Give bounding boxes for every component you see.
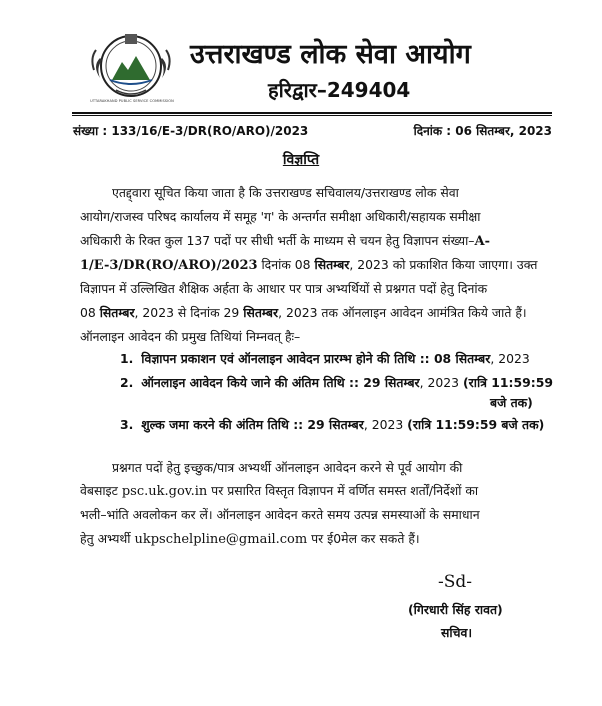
emblem-caption: UTTARAKHAND PUBLIC SERVICE COMMISSION	[90, 99, 174, 103]
para1-line5: विज्ञापन में उल्लिखित शैक्षिक अर्हता के आधार पर पात्र अभ्यर्थियों से प्रश्नगत पदों हेतु दिनांक	[80, 281, 488, 296]
para1-line6: 08 सितम्बर, 2023 से दिनांक 29 सितम्बर, 2023 तक ऑनलाइन आवेदन आमंत्रित किये जाते हैं।	[80, 305, 527, 320]
para1-line2: आयोग/राजस्व परिषद कार्यालय में समूह 'ग' के अन्तर्गत समीक्षा अधिकारी/सहायक समीक्षा	[80, 209, 481, 224]
para1-line1: एतद्द्वारा सूचित किया जाता है कि उत्तराखण्ड सचिवालय/उत्तराखण्ड लोक सेवा	[112, 185, 459, 200]
advertisement-number: 1/E-3/DR(RO/ARO)/2023	[80, 258, 258, 273]
list-item-continuation: बजे तक)	[490, 395, 533, 410]
para2-line1: प्रश्नगत पदों हेतु इच्छुक/पात्र अभ्यर्थी ऑनलाइन आवेदन करने से पूर्व आयोग की	[112, 460, 463, 475]
header-divider	[72, 112, 552, 114]
commission-title: उत्तराखण्ड लोक सेवा आयोग	[190, 39, 471, 70]
para1-line7: ऑनलाइन आवेदन की प्रमुख तिथियां निम्नवत् हैः–	[80, 329, 301, 344]
website-link: psc.uk.gov.in	[121, 484, 208, 499]
para2-line4: हेतु अभ्यर्थी ukpschelpline@gmail.com पर ई0मेल कर सकते हैं।	[80, 531, 420, 547]
notice-date: दिनांक : 06 सितम्बर, 2023	[413, 124, 552, 138]
commission-emblem-icon	[86, 28, 176, 110]
signatory-designation: सचिव।	[441, 625, 473, 640]
list-item: 1. विज्ञापन प्रकाशन एवं ऑनलाइन आवेदन प्रारम्भ होने की तिथि :: 08 सितम्बर, 2023	[120, 351, 530, 366]
para1-line3: अधिकारी के रिक्त कुल 137 पदों पर सीधी भर्ती के माध्यम से चयन हेतु विज्ञापन संख्या–A-	[80, 233, 490, 249]
commission-address: हरिद्वार–249404	[268, 78, 411, 102]
list-item: 3. शुल्क जमा करने की अंतिम तिथि :: 29 सितम्बर, 2023 (रात्रि 11:59:59 बजे तक)	[120, 417, 545, 432]
signature-sd: -Sd-	[438, 572, 473, 592]
helpline-email: ukpschelpline@gmail.com	[134, 532, 308, 547]
para1-line4: 1/E-3/DR(RO/ARO)/2023 दिनांक 08 सितम्बर, 2023 को प्रकाशित किया जाएगा। उक्त	[80, 257, 538, 273]
header-divider-thin	[72, 115, 552, 116]
reference-number: संख्या : 133/16/E-3/DR(RO/ARO)/2023	[73, 124, 309, 138]
signatory-name: (गिरधारी सिंह रावत)	[408, 602, 503, 617]
notice-heading: विज्ञप्ति	[282, 152, 320, 168]
para2-line2: वेबसाइट psc.uk.gov.in पर प्रसारित विस्तृत विज्ञापन में वर्णित समस्त शर्तों/निर्देशों का	[80, 483, 479, 499]
list-item: 2. ऑनलाइन आवेदन किये जाने की अंतिम तिथि :: 29 सितम्बर, 2023 (रात्रि 11:59:59	[120, 375, 553, 390]
para2-line3: भली–भांति अवलोकन कर लें। ऑनलाइन आवेदन करते समय उत्पन्न समस्याओं के समाधान	[80, 507, 480, 522]
